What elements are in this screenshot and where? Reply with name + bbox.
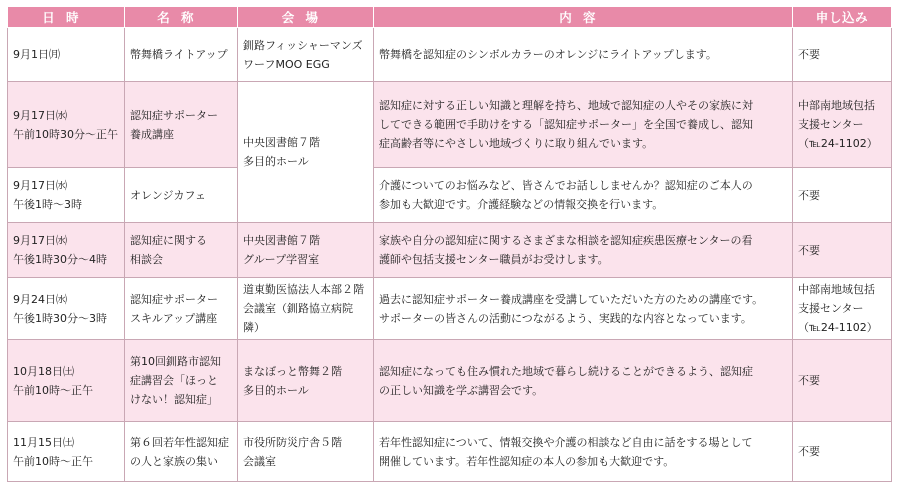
header-content: 内容 xyxy=(374,7,793,28)
cell-name: 認知症サポーター 養成講座 xyxy=(125,82,238,168)
table-row xyxy=(8,168,892,223)
cell-date: 9月17日㈬ 午後1時～3時 xyxy=(8,168,125,223)
cell-venue: 中央図書館７階 グループ学習室 xyxy=(238,223,374,278)
cell-name: 認知症に関する 相談会 xyxy=(125,223,238,278)
cell-apply: 中部南地域包括 支援センター （℡24-1102） xyxy=(793,82,892,168)
cell-name: 第10回釧路市認知 症講習会「ほっと けない！認知症」 xyxy=(125,340,238,422)
header-venue: 会場 xyxy=(238,7,374,28)
table-row xyxy=(8,278,892,340)
table-row xyxy=(8,223,892,278)
cell-content: 認知症になっても住み慣れた地域で暮らし続けることができるよう、認知症 の正しい知識を学ぶ講習会です。 xyxy=(374,340,793,422)
cell-content: 幣舞橋を認知症のシンボルカラーのオレンジにライトアップします。 xyxy=(374,28,793,82)
cell-venue: 道東勤医協法人本部２階 会議室（釧路協立病院隣） xyxy=(238,278,374,340)
cell-date: 9月1日㈪ xyxy=(8,28,125,82)
header-name: 名称 xyxy=(125,7,238,28)
cell-date: 9月17日㈬ 午前10時30分～正午 xyxy=(8,82,125,168)
cell-apply: 不要 xyxy=(793,340,892,422)
cell-content: 介護についてのお悩みなど、皆さんでお話ししませんか？認知症のご本人の 参加も大歓迎です。介護経験などの情報交換を行います。 xyxy=(374,168,793,223)
cell-content: 若年性認知症について、情報交換や介護の相談など自由に話をする場として 開催しています。若年性認知症の本人の参加も大歓迎です。 xyxy=(374,422,793,482)
header-date: 日時 xyxy=(8,7,125,28)
cell-content: 家族や自分の認知症に関するさまざまな相談を認知症疾患医療センターの看 護師や包括支援センター職員がお受けします。 xyxy=(374,223,793,278)
header-apply: 申し込み xyxy=(793,7,892,28)
cell-apply: 中部南地域包括 支援センター （℡24-1102） xyxy=(793,278,892,340)
cell-venue: まなぼっと幣舞２階 多目的ホール xyxy=(238,340,374,422)
cell-venue: 市役所防災庁舎５階 会議室 xyxy=(238,422,374,482)
cell-apply: 不要 xyxy=(793,168,892,223)
cell-name: 認知症サポーター スキルアップ講座 xyxy=(125,278,238,340)
table-row xyxy=(8,82,892,168)
cell-content: 認知症に対する正しい知識と理解を持ち、地域で認知症の人やその家族に対 してできる範囲で手助けをする「認知症サポーター」を全国で養成し、認知 症高齢者等にやさしい地域づくりに取り組んでいます。 xyxy=(374,82,793,168)
cell-apply: 不要 xyxy=(793,28,892,82)
cell-date: 9月24日㈬ 午後1時30分～3時 xyxy=(8,278,125,340)
cell-venue: 中央図書館７階 多目的ホール xyxy=(238,82,374,223)
cell-date: 10月18日㈯ 午前10時～正午 xyxy=(8,340,125,422)
cell-apply: 不要 xyxy=(793,422,892,482)
cell-date: 11月15日㈯ 午前10時～正午 xyxy=(8,422,125,482)
cell-date: 9月17日㈬ 午後1時30分～4時 xyxy=(8,223,125,278)
header-row xyxy=(8,7,892,28)
table-row xyxy=(8,340,892,422)
cell-name: 第６回若年性認知症 の人と家族の集い xyxy=(125,422,238,482)
table-row xyxy=(8,28,892,82)
cell-name: 幣舞橋ライトアップ xyxy=(125,28,238,82)
cell-venue: 釧路フィッシャーマンズ ワーフMOO EGG xyxy=(238,28,374,82)
table-row xyxy=(8,422,892,482)
cell-name: オレンジカフェ xyxy=(125,168,238,223)
events-table xyxy=(7,7,892,482)
cell-content: 過去に認知症サポーター養成講座を受講していただいた方のための講座です。 サポーターの皆さんの活動につながるよう、実践的な内容となっています。 xyxy=(374,278,793,340)
cell-apply: 不要 xyxy=(793,223,892,278)
